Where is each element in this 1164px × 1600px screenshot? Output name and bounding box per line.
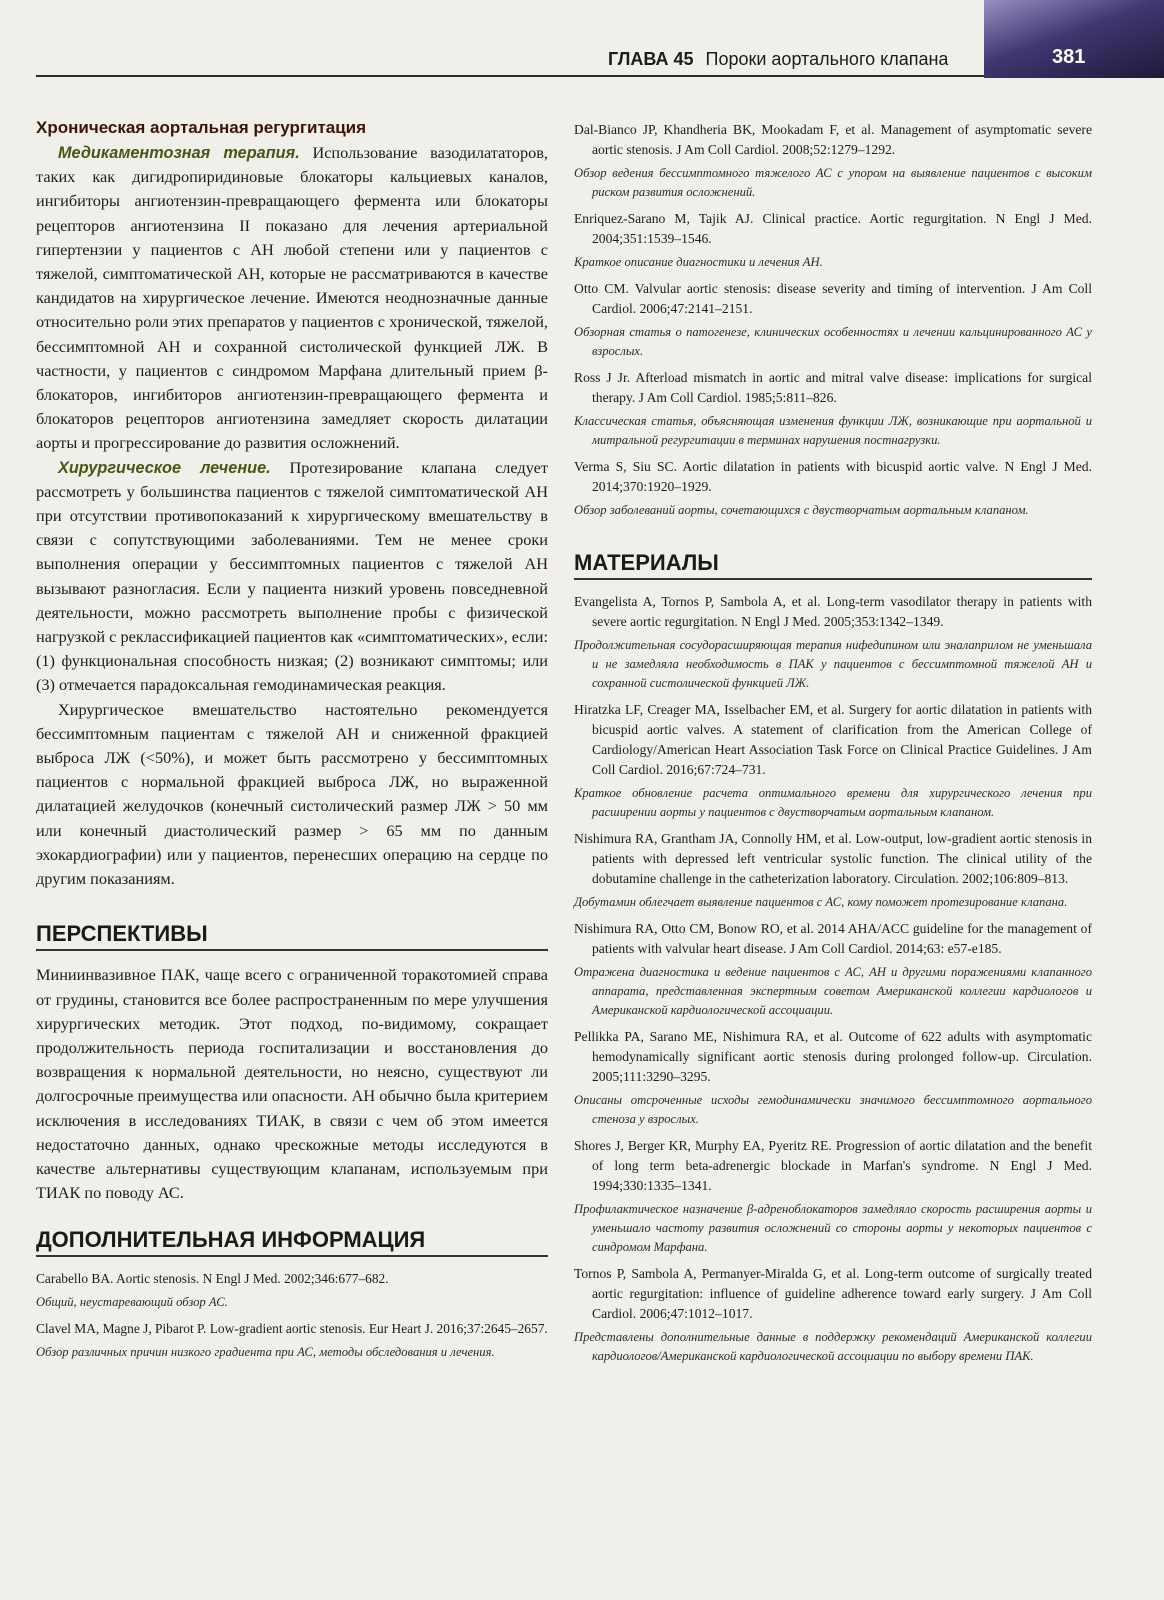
- reference: Nishimura RA, Otto CM, Bonow RO, et al. 2014 AHA/ACC guideline for the management of patients with valvular heart disease. J Am Coll Cardiol. 2014;63: e57-e185.: [574, 921, 1092, 956]
- reference-note: Общий, неустаревающий обзор АС.: [36, 1295, 228, 1310]
- section-title-perspectives: ПЕРСПЕКТИВЫ: [36, 921, 548, 951]
- reference: Clavel MA, Magne J, Pibarot P. Low-gradient aortic stenosis. Eur Heart J. 2016;37:2645–2657.: [36, 1321, 548, 1337]
- reference: Nishimura RA, Grantham JA, Connolly HM, et al. Low-output, low-gradient aortic stenosis in patients with depressed left ventricular systolic function. The clinical utility of the dobutamine challenge in the catheterization laboratory. Circulation. 2002;106:809–813.: [574, 831, 1092, 886]
- reference-note: Классическая статья, объясняющая изменения функции ЛЖ, возникающие при аортальной и митральной регургитации в терминах нарушения постнагрузки.: [574, 414, 1092, 447]
- reference-note: Обзорная статья о патогенезе, клинических особенностях и лечении кальцинированного АС у взрослых.: [574, 325, 1092, 358]
- subsection-title: Хроническая аортальная регургитация: [36, 118, 367, 137]
- header-rule: [36, 75, 996, 77]
- reference: Evangelista A, Tornos P, Sambola A, et al. Long-term vasodilator therapy in patients with severe aortic regurgitation. N Engl J Med. 2005;353:1342–1349.: [574, 594, 1092, 629]
- reference: Tornos P, Sambola A, Permanyer-Miralda G, et al. Long-term outcome of surgically treated aortic regurgitation: influence of guideline adherence toward early surgery. J Am Coll Cardiol. 2006;47:1012–1017.: [574, 1266, 1092, 1321]
- additional-refs-list: [36, 1269, 548, 1362]
- reference-note: Краткое обновление расчета оптимального времени для хирургического лечения при расширении аорты у пациентов с двустворчатым аортальным клапаном.: [574, 786, 1092, 819]
- reference-note: Краткое описание диагностики и лечения АН.: [574, 255, 823, 269]
- perspectives-paragraph: Миниинвазивное ПАК, чаще всего с ограниченной торакотомией справа от грудины, становится все более распространенным по мере улучшения хирургических методик. Этот подход, по-видимому, сокращает продолжительность периода госпитализации и восстановления до возвращения к нормальной деятельности, но неясно, существуют ли долгосрочные преимущества или опасности. АН обычно была критерием исключения в исследованиях ТИАК, в связи с чем об этом имеется недостаточно данных, однако чрескожные методы исследуются в качестве альтернативы существующим клапанам, используемым при ТИАК по поводу АС.: [36, 965, 548, 1203]
- section-title-additional-info: ДОПОЛНИТЕЛЬНАЯ ИНФОРМАЦИЯ: [36, 1227, 548, 1257]
- reference: Shores J, Berger KR, Murphy EA, Pyeritz RE. Progression of aortic dilatation and the benefit of long term beta-adrenergic blockade in Marfan's syndrome. N Engl J Med. 1994;330:1335–1341.: [574, 1138, 1092, 1193]
- paragraph-surgery: [36, 456, 548, 698]
- reference: Otto CM. Valvular aortic stenosis: disease severity and timing of intervention. J Am Coll Cardiol. 2006;47:2141–2151.: [574, 281, 1092, 316]
- reference-note: Обзор ведения бессимптомного тяжелого АС с упором на выявление пациентов с высоким риском развития осложнений.: [574, 166, 1092, 199]
- chapter-title: Пороки аортального клапана: [705, 49, 949, 69]
- surgery-lead: Хирургическое лечение.: [58, 458, 271, 477]
- page-number-badge: [984, 0, 1164, 78]
- paragraph-therapy: [36, 141, 548, 456]
- reference-note: Продолжительная сосудорасширяющая терапия нифедипином или эналаприлом не уменьшала и не замедляла необходимость в ПАК у пациентов с бессимптомной тяжелой АН и сохранной систолической функцией ЛЖ.: [574, 638, 1092, 690]
- paragraph-surgery-2: Хирургическое вмешательство настоятельно рекомендуется бессимптомным пациентам с тяжелой АН и сниженной фракцией выброса ЛЖ (<50%), и может быть рассмотрено у бессимптомных пациентов с нормальной фракцией выброса ЛЖ, но выраженной дилатацией желудочков (конечный систолический размер ЛЖ > 50 мм или конечный диастолический размер > 65 мм по данным эхокардиографии) или у пациентов, перенесших операцию на сердце по другим показаниям.: [36, 699, 548, 889]
- chapter-label: ГЛАВА 45: [608, 49, 694, 69]
- reference-note: Описаны отсроченные исходы гемодинамически значимого бессимптомного аортального стеноза у взрослых.: [574, 1093, 1092, 1126]
- chapter-heading: [608, 49, 948, 70]
- reference-note: Представлены дополнительные данные в поддержку рекомендаций Американской коллегии кардиологов/Американской кардиологической ассоциации по выбору времени ПАК.: [574, 1330, 1092, 1363]
- reference: Enriquez-Sarano M, Tajik AJ. Clinical practice. Aortic regurgitation. N Engl J Med. 2004;351:1539–1546.: [574, 211, 1092, 246]
- perspectives-body: [36, 963, 548, 1205]
- reference-note: Профилактическое назначение β-адреноблокаторов замедляло скорость расширения аорты и уменьшало частоту развития осложнений со стороны аорты у некоторых пациентов с синдромом Марфана.: [574, 1202, 1092, 1254]
- reference-note: Обзор различных причин низкого градиента при АС, методы обследования и лечения.: [36, 1345, 495, 1360]
- therapy-lead: Медикаментозная терапия.: [58, 144, 300, 162]
- materials-refs-list: [574, 592, 1092, 1366]
- reference-note: Отражена диагностика и ведение пациентов с АС, АН и другими поражениями клапанного аппарата, представленная экспертным советом Американской коллегии кардиологов и Американской кардиологической ассоциации.: [574, 965, 1092, 1017]
- therapy-text: Использование вазодилататоров, таких как дигидропиридиновые блокаторы кальциевых каналов, ингибиторы ангиотензин-превращающего фермента или блокаторы рецепторов ангиотензина II показано для лечения артериальной гипертензии у пациентов с АН любой степени или у пациентов с тяжелой, симптоматической АН, которые не рассматриваются в качестве кандидатов на хирургическое лечение. Имеются неоднозначные данные относительно роли этих препаратов у пациентов с хронической, тяжелой, бессимптомной АН и сохранной систолической функцией ЛЖ. В частности, у пациентов с синдромом Марфана длительный прием β-блокаторов, ингибиторов ангиотензин-превращающего фермента и блокаторов рецепторов ангиотензина замедляет скорость дилатации аорты и прогрессирование до развития осложнений.: [36, 143, 548, 453]
- left-column: [36, 118, 548, 1362]
- section-title-materials: МАТЕРИАЛЫ: [574, 550, 1092, 580]
- running-header: [36, 44, 1136, 78]
- reference: Hiratzka LF, Creager MA, Isselbacher EM, et al. Surgery for aortic dilatation in patients with bicuspid aortic valves. A statement of clarification from the American College of Cardiology/American Heart Association Task Force on Clinical Practice Guidelines. J Am Coll Cardiol. 2016;67:724–731.: [574, 702, 1092, 777]
- right-column: [574, 120, 1092, 1366]
- body-text: [36, 141, 548, 891]
- reference: Pellikka PA, Sarano ME, Nishimura RA, et al. Outcome of 622 adults with asymptomatic hemodynamically significant aortic stenosis during prolonged follow-up. Circulation. 2005;111:3290–3295.: [574, 1029, 1092, 1084]
- reference-note: Добутамин облегчает выявление пациентов с АС, кому поможет протезирование клапана.: [574, 895, 1068, 909]
- reference-note: Обзор заболеваний аорты, сочетающихся с двустворчатым аортальным клапаном.: [574, 503, 1029, 517]
- reference: Verma S, Siu SC. Aortic dilatation in patients with bicuspid aortic valve. N Engl J Med. 2014;370:1920–1929.: [574, 459, 1092, 494]
- surgery-text: Протезирование клапана следует рассмотреть у большинства пациентов с тяжелой симптоматической АН при отсутствии противопоказаний к хирургическому вмешательству в связи с сопутствующими заболеваниями. Тем не менее сроки выполнения операции у бессимптомных пациентов с тяжелой АН вызывают разногласия. Если у пациента низкий уровень повседневной деятельности, можно рассмотреть выполнение пробы с физической нагрузкой с реклассификацией пациентов как «симптоматических», если: (1) функциональная способность низкая; (2) возникают симптомы; или (3) отмечается парадоксальная гемодинамическая реакция.: [36, 457, 548, 695]
- reference: Carabello BA. Aortic stenosis. N Engl J Med. 2002;346:677–682.: [36, 1271, 389, 1287]
- top-refs-list: [574, 120, 1092, 520]
- page-number: 381: [1052, 46, 1086, 68]
- reference: Ross J Jr. Afterload mismatch in aortic and mitral valve disease: implications for surgical therapy. J Am Coll Cardiol. 1985;5:811–826.: [574, 370, 1092, 405]
- reference: Dal-Bianco JP, Khandheria BK, Mookadam F, et al. Management of asymptomatic severe aortic stenosis. J Am Coll Cardiol. 2008;52:1279–1292.: [574, 122, 1092, 157]
